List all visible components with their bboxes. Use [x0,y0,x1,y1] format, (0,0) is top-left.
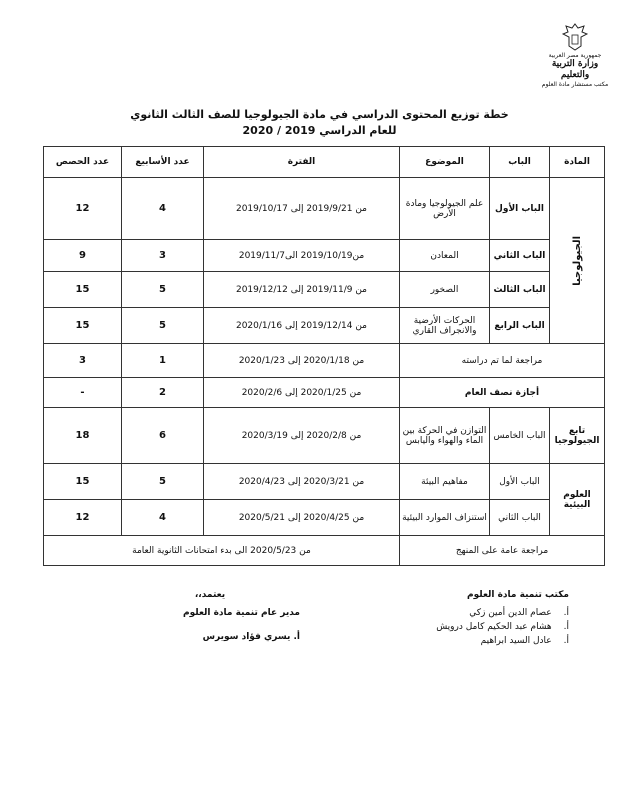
list-item [339,634,569,648]
table-header-row [44,147,605,178]
topic-cell: الصخور [400,272,490,308]
weeks-cell: 5 [122,272,204,308]
table-row [44,308,605,344]
weeks-cell: 6 [122,408,204,464]
chapter-cell: الباب الأول [490,464,550,500]
subject-geology-cont: تابع الجيولوجيا [554,425,600,446]
period-cell: من 2020/3/21 إلى 2020/4/23 [204,464,400,500]
member-prefix: أ. [563,608,569,618]
table-row [44,500,605,536]
period-cell: من 2020/1/25 إلى 2020/2/6 [204,378,400,408]
member-prefix: أ. [563,622,569,632]
list-item [339,620,569,634]
classes-cell: 15 [44,272,122,308]
header-chapter: الباب [490,147,550,178]
office-title: مكتب تنمية مادة العلوم [467,590,569,600]
chapter-cell: الباب الثاني [490,500,550,536]
period-cell: من 2020/4/25 إلى 2020/5/21 [204,500,400,536]
title-line1: خطة توزيع المحتوى الدراسي في مادة الجيولوجيا للصف الثالث الثانوي [130,108,509,121]
header-weeks: عدد الأسابيع [122,147,204,178]
list-item [339,606,569,620]
classes-cell: 9 [44,240,122,272]
chapter-cell: الباب الثالث [490,272,550,308]
approval-block [120,590,300,642]
title-line2: للعام الدراسي 2019 / 2020 [242,124,397,137]
table-row [44,272,605,308]
weeks-cell: 4 [122,500,204,536]
table-row [44,536,605,566]
logo-line1: جمهورية مصر العربية [548,52,602,59]
member-name: عصام الدين أمين زكي [469,608,552,618]
subject-env: العلوم البيئية [563,489,591,510]
logo-line2: وزارة التربية والتعليم [551,59,599,80]
topic-cell: استنزاف الموارد البيئية [400,500,490,536]
page-title [0,108,639,137]
period-cell: من 2019/9/21 إلى 2019/10/17 [204,178,400,240]
classes-cell: 12 [44,500,122,536]
final-review-cell: مراجعة عامة على المنهج [400,536,605,566]
weeks-cell: 3 [122,240,204,272]
chapter-cell: الباب الخامس [490,408,550,464]
period-cell: من 2020/1/18 إلى 2020/1/23 [204,344,400,378]
header-period: الفترة [204,147,400,178]
header-classes: عدد الحصص [44,147,122,178]
subject-cell [550,408,605,464]
topic-cell: التوازن في الحركة بين الماء والهواء واليابس [400,408,490,464]
classes-cell: 15 [44,308,122,344]
topic-cell: المعادن [400,240,490,272]
weeks-cell: 5 [122,308,204,344]
header-subject: المادة [550,147,605,178]
chapter-cell: الباب الثاني [490,240,550,272]
classes-cell: 18 [44,408,122,464]
subject-cell [550,178,605,344]
chapter-cell: الباب الرابع [490,308,550,344]
table-row [44,378,605,408]
weeks-cell: 5 [122,464,204,500]
final-period-cell: من 2020/5/23 الى بدء امتحانات الثانوية العامة [44,536,400,566]
period-cell: من 2019/12/14 إلى 2020/1/16 [204,308,400,344]
table-row [44,464,605,500]
chapter-cell: الباب الأول [490,178,550,240]
approve-label: يعتمد،، [194,590,226,600]
classes-cell: 12 [44,178,122,240]
table-row [44,240,605,272]
eagle-emblem-icon [562,22,588,52]
subject-cell [550,464,605,536]
weeks-cell: 1 [122,344,204,378]
classes-cell: 3 [44,344,122,378]
ministry-logo [540,22,610,92]
office-members [339,590,569,648]
period-cell: من 2020/2/8 إلى 2020/3/19 [204,408,400,464]
study-plan-table [43,146,605,566]
topic-cell: علم الجيولوجيا ومادة الأرض [400,178,490,240]
director-title: مدير عام تنمية مادة العلوم [183,608,300,618]
member-name: هشام عبد الحكيم كامل درويش [436,622,552,632]
holiday-cell: أجازة نصف العام [400,378,605,408]
member-prefix: أ. [563,636,569,646]
table-row [44,344,605,378]
classes-cell: 15 [44,464,122,500]
director-name: أ. يسري فؤاد سويرس [202,632,300,642]
table-row [44,408,605,464]
member-name: عادل السيد ابراهيم [480,636,552,646]
classes-cell: - [44,378,122,408]
period-cell: من2019/10/19 الى2019/11/7 [204,240,400,272]
header-topic: الموضوع [400,147,490,178]
topic-cell: مفاهيم البيئة [400,464,490,500]
review-cell: مراجعة لما تم دراسته [400,344,605,378]
period-cell: من 2019/11/9 إلى 2019/12/12 [204,272,400,308]
table-row [44,178,605,240]
subject-geology: الجيولوجيا [571,235,583,286]
weeks-cell: 2 [122,378,204,408]
topic-cell: الحركات الأرضية والانجراف القاري [400,308,490,344]
logo-line3: مكتب مستشار مادة العلوم [541,81,609,88]
weeks-cell: 4 [122,178,204,240]
